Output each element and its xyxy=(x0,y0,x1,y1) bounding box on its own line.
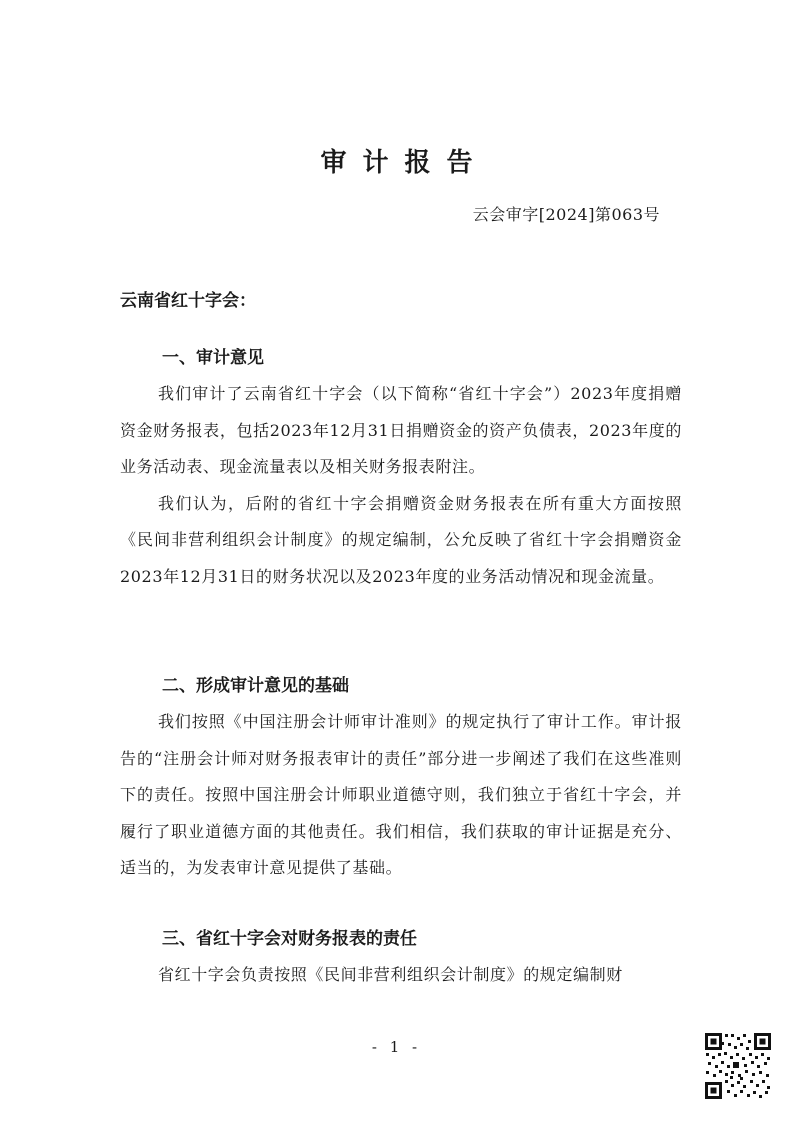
section-management-responsibility xyxy=(120,921,682,994)
section-heading: 二、形成审计意见的基础 xyxy=(162,676,349,696)
paragraph: 我们按照《中国注册会计师审计准则》的规定执行了审计工作。审计报告的“注册会计师对财务报表审计的责任”部分进一步阐述了我们在这些准则下的责任。按照中国注册会计师职业道德守则，我们独立于省红十字会，并履行了职业道德方面的其他责任。我们相信，我们获取的审计证据是充分、适当的，为发表审计意见提供了基础。 xyxy=(120,712,682,878)
section-basis-for-opinion xyxy=(120,668,682,887)
paragraph: 我们审计了云南省红十字会（以下简称“省红十字会”）2023年度捐赠资金财务报表，包括2023年12月31日捐赠资金的资产负债表，2023年度的业务活动表、现金流量表以及相关财务报表附注。 xyxy=(120,384,682,477)
section-heading: 一、审计意见 xyxy=(162,348,264,368)
qr-code-icon xyxy=(704,1032,772,1100)
section-audit-opinion xyxy=(120,340,682,596)
paragraph: 我们认为，后附的省红十字会捐赠资金财务报表在所有重大方面按照《民间非营利组织会计制度》的规定编制，公允反映了省红十字会捐赠资金2023年12月31日的财务状况以及2023年度的业务活动情况和现金流量。 xyxy=(120,493,682,586)
paragraph: 省红十字会负责按照《民间非营利组织会计制度》的规定编制财 xyxy=(158,965,623,984)
salutation: 云南省红十字会： xyxy=(120,291,256,311)
section-heading: 三、省红十字会对财务报表的责任 xyxy=(162,929,417,949)
document-number: 云会审字[2024]第063号 xyxy=(472,205,660,224)
page-number: - 1 - xyxy=(371,1038,422,1056)
page-title: 审计报告 xyxy=(320,148,489,178)
